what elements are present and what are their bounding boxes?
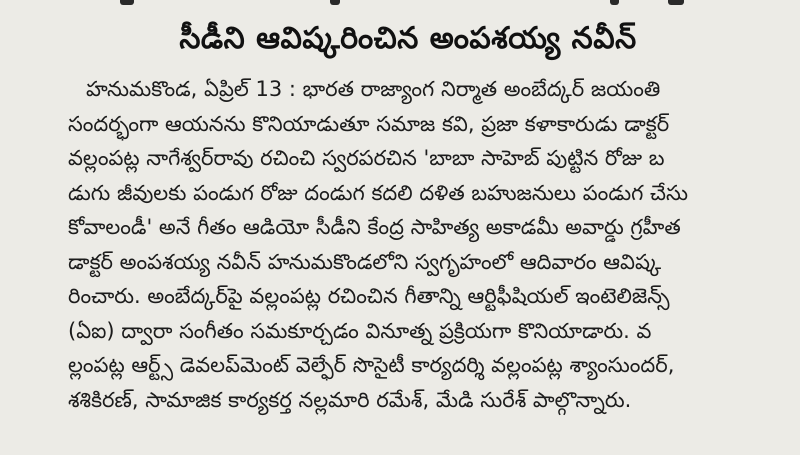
body-line: డుగు జీవులకు పండుగ రోజు దండుగ కదలి దళిత బహుజనులు పండుగ చేసు <box>68 180 689 205</box>
body-line: శశికిరణ్, సామాజిక కార్యకర్త నల్లమారి రమేశ్, మేడి సురేశ్ పాల్గొన్నారు. <box>68 387 632 412</box>
article-body <box>68 72 766 417</box>
body-line: హనుమకొండ, ఏప్రిల్ 13 : భారత రాజ్యాంగ నిర్మాత అంబేద్కర్ జయంతి <box>86 77 661 101</box>
body-line: ల్లంపట్ల ఆర్ట్స్ డెవలప్‌మెంట్ వెల్ఫేర్ సొసైటీ కార్యదర్శి వల్లంపట్ల శ్యాంసుందర్, <box>68 353 675 377</box>
body-line: (ఏఐ) ద్వారా సంగీతం సమకూర్చడం వినూత్న ప్రక్రియగా కొనియాడారు. వ <box>68 318 652 343</box>
article-headline: సీడీని ఆవిష్కరించిన అంపశయ్య నవీన్ <box>179 21 637 56</box>
body-line: డాక్టర్ అంపశయ్య నవీన్ హనుమకొండలోని స్వగృహంలో ఆదివారం ఆవిష్క <box>68 249 662 274</box>
body-line: వల్లంపట్ల నాగేశ్వర్‌రావు రచించి స్వరపరచిన 'బాబా సాహెబ్ పుట్టిన రోజు బ <box>68 146 665 170</box>
body-line: సందర్భంగా ఆయనను కొనియాడుతూ సమాజ కవి, ప్రజా కళాకారుడు డాక్టర్ <box>68 111 670 136</box>
body-line: కోవాలండీ' అనే గీతం ఆడియో సీడీని కేంద్ర సాహిత్య అకాడమీ అవార్డు గ్రహీత <box>68 215 681 239</box>
body-line: రించారు. అంబేద్కర్‌పై వల్లంపట్ల రచించిన గీతాన్ని ఆర్టిఫీషియల్ ఇంటెలిజెన్స్ <box>68 284 670 308</box>
